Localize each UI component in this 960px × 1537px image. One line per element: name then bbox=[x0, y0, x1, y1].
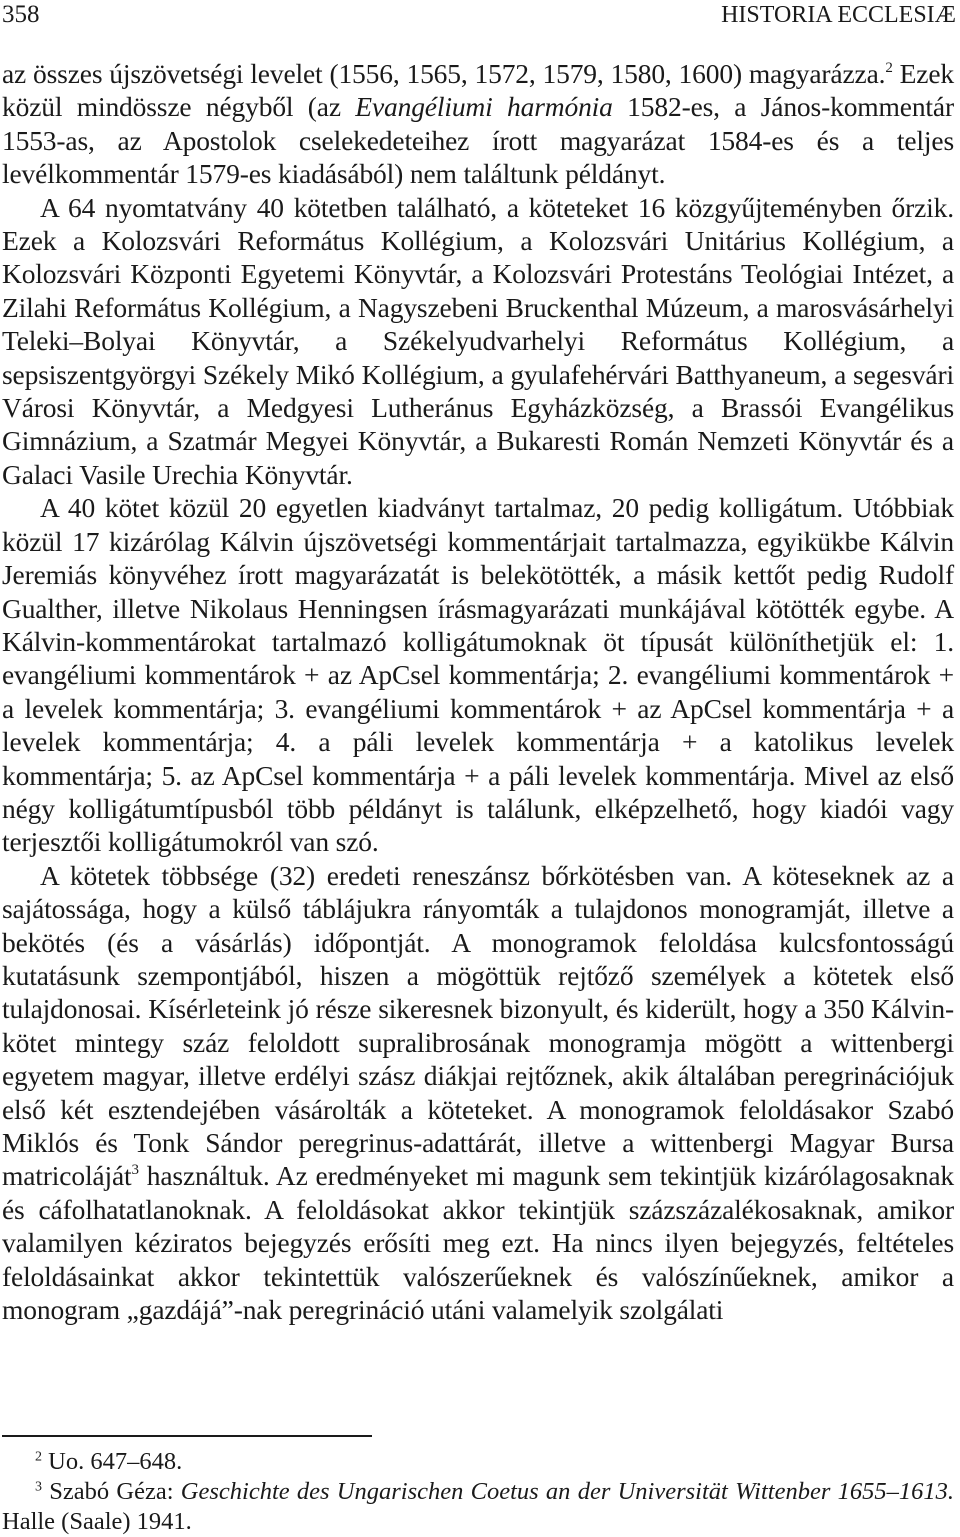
paragraph-3: A 40 kötet közül 20 egyetlen kiadványt tartalmaz, 20 pedig kolligátum. Utóbbiak közül 17 kizárólag Kálvin újszövetségi kommentárjait tartalmazza, egyikükbe Kálvin Jeremiás könyvéhez írott magyarázatát is belekötötték, a másik kettőt pedig Rudolf Gualther, illetve Nikolaus Henningsen írásmagyarázati munkájával kötötték egybe. A Kálvin-kommentárokat tartalmazó kolligátumoknak öt típusát különíthetjük el: 1. evangéliumi kommentárok + az ApCsel kommentárja; 2. evangéliumi kommentárok + a levelek kommentárja; 3. evangéliumi kommentárok + az ApCsel kommentárja + a levelek kommentárja; 4. a páli levelek kommentárja + a katolikus levelek kommentárja; 5. az ApCsel kommentárja + a páli levelek kommentárja. Mivel az első négy kolligátumtípusból több példányt is találunk, elképzelhető, hogy kiadói vagy terjesztői kolligátumokról van szó. bbox=[2, 492, 954, 858]
footnote-3-text-a: Szabó Géza: bbox=[42, 1478, 181, 1505]
paragraph-4 bbox=[2, 859, 954, 1327]
paragraph-1-text-a: az összes újszövetségi levelet (1556, 1565, 1572, 1579, 1580, 1600) magyarázza. bbox=[2, 58, 886, 89]
page-number: 358 bbox=[2, 1, 40, 28]
footnote-separator bbox=[2, 1435, 372, 1437]
footnote-ref-2: 2 bbox=[885, 59, 893, 76]
running-title: HISTORIA ECCLESIÆ bbox=[721, 2, 956, 28]
footnote-3 bbox=[2, 1477, 954, 1537]
paragraph-2: A 64 nyomtatvány 40 kötetben található, a köteteket 16 közgyűjteményben őrzik. Ezek a Kolozsvári Református Kollégium, a Kolozsvári Unitárius Kollégium, a Kolozsvári Központi Egyetemi Könyvtár, a Kolozsvári Protestáns Teológiai Intézet, a Zilahi Református Kollégium, a Nagyszebeni Bruckenthal Múzeum, a marosvásárhelyi Teleki–Bolyai Könyvtár, a Székelyudvarhelyi Református Kollégium, a sepsiszentgyörgyi Székely Mikó Kollégium, a gyulafehérvári Batthyaneum, a segesvári Városi Könyvtár, a Medgyesi Lutheránus Egyházközség, a Brassói Evangélikus Gimnázium, a Szatmár Megyei Könyvtár, a Bukaresti Román Nemzeti Könyvtár és a Galaci Vasile Urechia Könyvtár. bbox=[2, 191, 954, 490]
footnote-3-title-emphasis: Geschichte des Ungarischen Coetus an der Universität Wittenber 1655–1613. bbox=[180, 1478, 955, 1505]
footnote-3-text-b: Halle (Saale) 1941. bbox=[2, 1508, 192, 1535]
footnote-ref-3: 3 bbox=[131, 1162, 139, 1179]
paragraph-1 bbox=[2, 57, 954, 191]
footnote-2-mark: 2 bbox=[35, 1449, 42, 1465]
paragraph-4-text-b: használtuk. Az eredményeket mi magunk sem tekintjük kizárólagosaknak és cáfolhatatlanoknak. A feloldásokat akkor tekintjük százszázalékosaknak, amikor valamilyen kéziratos bejegyzés erősíti meg ezt. Ha nincs ilyen bejegyzés, feltételes feloldásainkat akkor tekintettük valószerűeknek és valószínűeknek, amikor a monogram „gazdájá”-nak peregrináció utáni valamelyik szolgálati bbox=[2, 1160, 954, 1326]
main-text bbox=[2, 57, 954, 1326]
running-header bbox=[0, 0, 960, 30]
footnotes bbox=[2, 1447, 954, 1537]
paragraph-1-text-c: 1582-es, a János-kommentár 1553-as, az Apostolok cselekedeteihez írott magyarázat 1584-es és a teljes levélkommentár 1579-es kiadásából) nem találtunk példányt. bbox=[2, 91, 954, 190]
footnote-2-text: Uo. 647–648. bbox=[42, 1448, 183, 1475]
paragraph-1-text-b: Ezek közül mindössze négyből (az bbox=[2, 58, 954, 123]
paragraph-4-text-a: A kötetek többsége (32) eredeti reneszánsz bőrkötésben van. A köteseknek az a sajátossága, hogy a külső táblájukra rányomták a tulajdonos monogramját, illetve a bekötés (és a vásárlás) időpontját. A monogramok feloldása kulcsfontosságú kutatásunk szempontjából, hiszen a mögöttük rejtőző személyek a kötetek első tulajdonosai. Kísérleteink jó része sikeresnek bizonyult, és kiderült, hogy a 350 Kálvin-kötet mintegy száz feloldott supralibrosának monogramja mögött a wittenbergi egyetem magyar, illetve erdélyi szász diákjai rejtőznek, akik általában peregrinációjuk első két esztendejében vásárolták a köteteket. A monogramok feloldásakor Szabó Miklós és Tonk Sándor peregrinus-adattárát, illetve a wittenbergi Magyar Bursa matricoláját bbox=[2, 859, 954, 1192]
footnote-3-mark: 3 bbox=[35, 1479, 42, 1495]
book-title-emphasis: Evangéliumi harmónia bbox=[355, 91, 613, 123]
footnote-2 bbox=[2, 1447, 954, 1477]
